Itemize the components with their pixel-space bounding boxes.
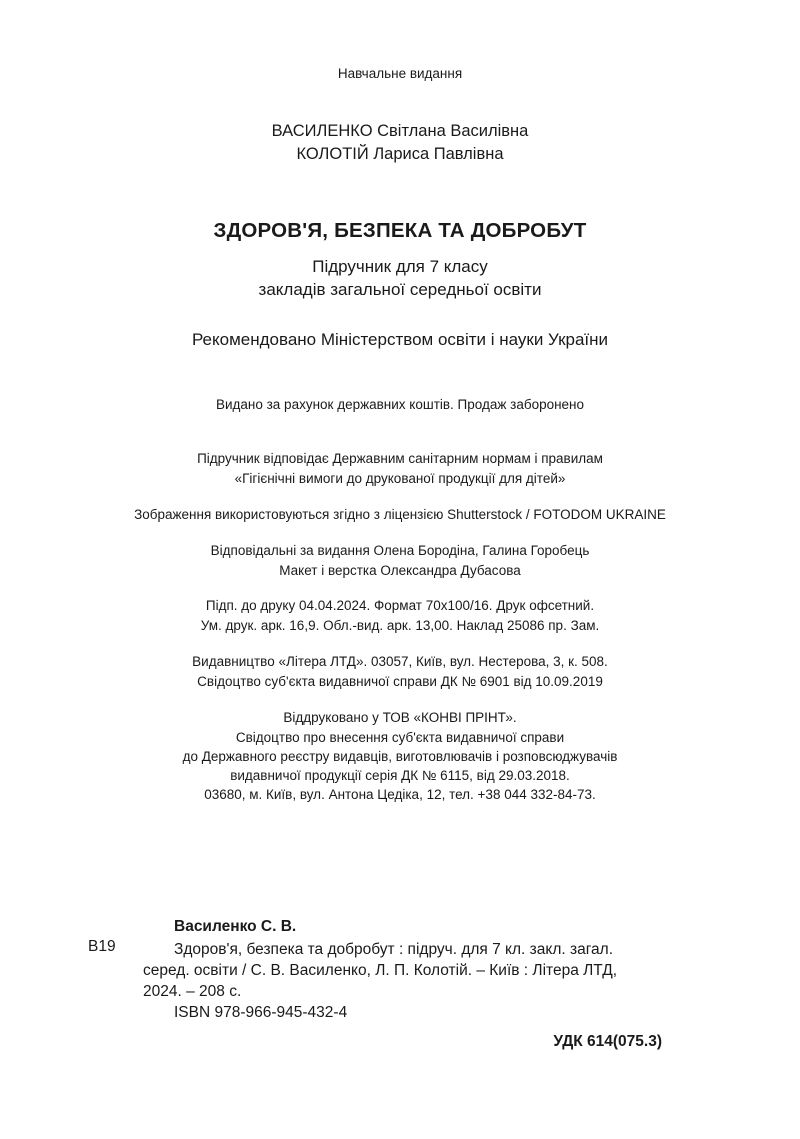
- printer-line-4: видавничої продукції серія ДК № 6115, від 29.03.2018.: [230, 768, 570, 783]
- funding-note: Видано за рахунок державних коштів. Продаж заборонено: [215, 397, 585, 412]
- catalog-code: В19: [88, 938, 116, 955]
- catalog-udk: УДК 614(075.3): [553, 1033, 662, 1050]
- printer-line-2: Свідоцтво про внесення суб'єкта видавничої справи: [235, 730, 565, 745]
- images-license: Зображення використовуються згідно з ліцензією Shutterstock / FOTODOM UKRAINE: [134, 507, 666, 522]
- author-2: КОЛОТІЙ Лариса Павлівна: [296, 145, 504, 163]
- catalog-author: Василенко С. В.: [174, 918, 297, 935]
- print-info-line-1: Підп. до друку 04.04.2024. Формат 70х100/16. Друк офсетний.: [205, 598, 595, 613]
- catalog-description-line-2: серед. освіти / С. В. Василенко, Л. П. Колотій. – Київ : Літера ЛТД,: [143, 962, 618, 979]
- publisher-line-2: Свідоцтво суб'єкта видавничої справи ДК № 6901 від 10.09.2019: [197, 674, 603, 689]
- recommendation: Рекомендовано Міністерством освіти і науки України: [191, 330, 609, 349]
- subtitle-line-1: Підручник для 7 класу: [312, 257, 488, 276]
- publisher-line-1: Видавництво «Літера ЛТД». 03057, Київ, вул. Нестерова, 3, к. 508.: [192, 654, 608, 669]
- responsible-line-2: Макет і верстка Олександра Дубасова: [279, 563, 521, 578]
- printer-line-5: 03680, м. Київ, вул. Антона Цедіка, 12, тел. +38 044 332-84-73.: [204, 787, 596, 802]
- sanitary-line-1: Підручник відповідає Державним санітарним нормам і правилам: [197, 451, 603, 466]
- catalog-description-line-1: Здоров'я, безпека та добробут : підруч. для 7 кл. закл. загал.: [174, 941, 614, 958]
- printer-line-3: до Державного реєстру видавців, виготовлювачів і розповсюджувачів: [182, 749, 618, 764]
- printer-line-1: Віддруковано у ТОВ «КОНВІ ПРІНТ».: [283, 710, 517, 725]
- sanitary-line-2: «Гігієнічні вимоги до друкованої продукції для дітей»: [234, 471, 566, 486]
- responsible-line-1: Відповідальні за видання Олена Бородіна, Галина Горобець: [210, 543, 590, 558]
- catalog-description-line-3: 2024. – 208 с.: [143, 983, 242, 1000]
- book-title: ЗДОРОВ'Я, БЕЗПЕКА ТА ДОБРОБУТ: [213, 219, 587, 242]
- author-1: ВАСИЛЕНКО Світлана Василівна: [271, 122, 529, 140]
- catalog-isbn: ISBN 978-966-945-432-4: [174, 1004, 348, 1021]
- print-info-line-2: Ум. друк. арк. 16,9. Обл.-вид. арк. 13,00. Наклад 25086 пр. Зам.: [200, 618, 600, 633]
- edition-type: Навчальне видання: [337, 66, 463, 81]
- subtitle-line-2: закладів загальної середньої освіти: [258, 280, 542, 299]
